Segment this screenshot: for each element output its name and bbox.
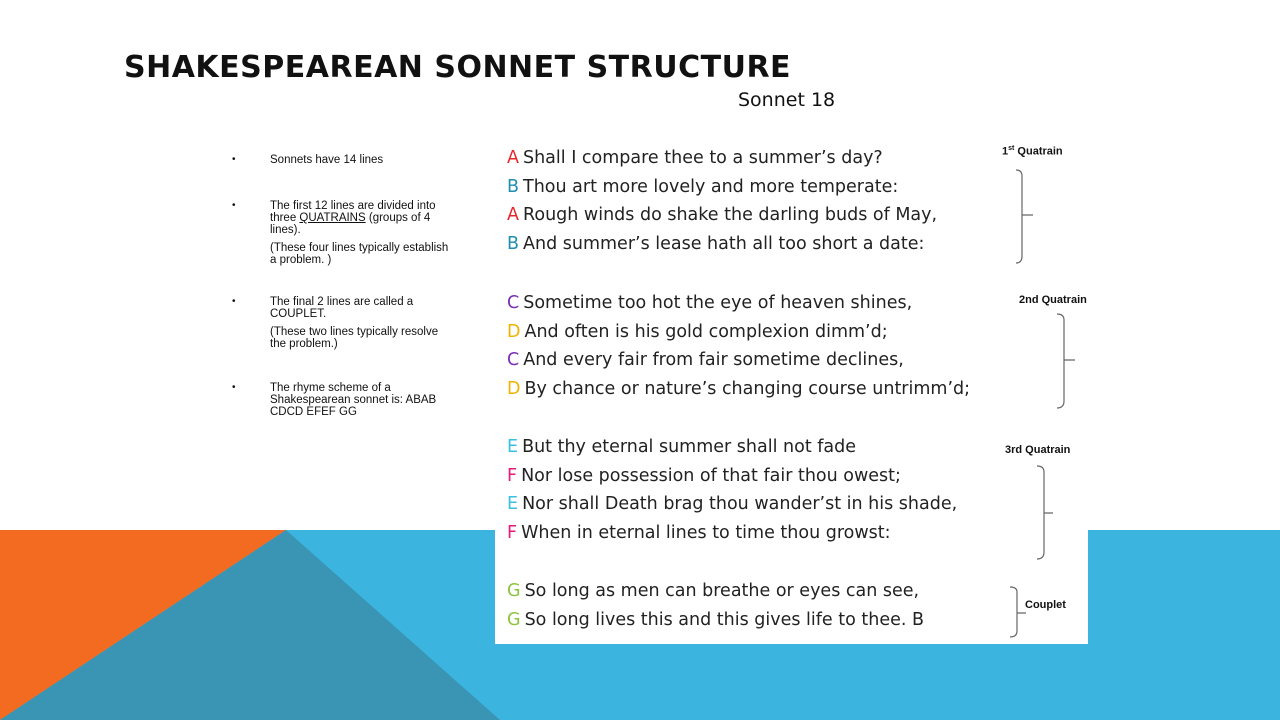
poem-line (507, 523, 891, 543)
poem-line (507, 350, 904, 370)
slide-title: SHAKESPEAREAN SONNET STRUCTURE (124, 50, 792, 85)
bullet-item (232, 154, 454, 166)
poem-line-text: But thy eternal summer shall not fade (522, 437, 857, 457)
poem-line-text: Nor lose possession of that fair thou owest; (521, 466, 901, 486)
poem-line (507, 205, 937, 225)
poem-line (507, 466, 901, 486)
bullet-item (232, 200, 454, 266)
bullet-note: (These four lines typically establish a problem. ) (270, 242, 449, 266)
rhyme-letter: F (507, 466, 518, 486)
rhyme-letter: D (507, 379, 521, 399)
poem-line-text: Rough winds do shake the darling buds of May, (522, 205, 938, 225)
rhyme-letter: F (507, 523, 518, 543)
couplet-label: Couplet (1025, 599, 1066, 611)
poem-line-text: Sometime too hot the eye of heaven shines, (523, 293, 913, 313)
poem-line (507, 322, 888, 342)
poem-line (507, 379, 970, 399)
poem-line-text: And summer’s lease hath all too short a date: (523, 234, 925, 254)
poem-line (507, 177, 898, 197)
poem-line-text: And every fair from fair sometime declines, (523, 350, 904, 370)
poem-line-text: Shall I compare thee to a summer’s day? (522, 148, 883, 168)
rhyme-letter: C (507, 350, 520, 370)
quatrain-1-label: 1st Quatrain (1002, 145, 1063, 158)
bullet-item (232, 296, 454, 350)
poem-line-text: And often is his gold complexion dimm’d; (524, 322, 888, 342)
poem-line-text: So long as men can breathe or eyes can see, (524, 581, 920, 601)
poem-line (507, 494, 957, 514)
rhyme-letter: E (507, 494, 519, 514)
bullet-note: (These two lines typically resolve the problem.) (270, 326, 439, 350)
rhyme-letter: A (507, 148, 519, 168)
rhyme-letter: C (507, 293, 520, 313)
bullet-list (232, 154, 454, 418)
quatrains-term: QUATRAINS (299, 212, 366, 224)
poem-line-text: When in eternal lines to time thou growst: (521, 523, 891, 543)
rhyme-letter: A (507, 205, 519, 225)
rhyme-letter: E (507, 437, 519, 457)
poem-line-text: Thou art more lovely and more temperate: (523, 177, 899, 197)
rhyme-letter: B (507, 177, 520, 197)
bullet-item (232, 382, 454, 418)
rhyme-letter: D (507, 322, 521, 342)
bullet-text: • The first 12 lines are divided into three QUATRAINS (groups of 4 lines). (270, 200, 436, 236)
quatrain-3-label: 3rd Quatrain (1005, 444, 1071, 456)
poem-line-text: Nor shall Death brag thou wander’st in his shade, (522, 494, 958, 514)
poem-line-text: By chance or nature’s changing course untrimm’d; (524, 379, 971, 399)
bullet-text: • The rhyme scheme of a Shakespearean sonnet is: ABAB CDCD EFEF GG (270, 382, 437, 418)
slide-subtitle: Sonnet 18 (738, 89, 836, 111)
bullet-text: • Sonnets have 14 lines (270, 154, 384, 166)
quatrain-2-label: 2nd Quatrain (1019, 294, 1087, 306)
rhyme-letter: G (507, 610, 521, 630)
rhyme-letter: B (507, 234, 520, 254)
poem-line (507, 581, 919, 601)
poem-line (507, 234, 924, 254)
poem-line (507, 148, 883, 168)
poem-line (507, 293, 912, 313)
poem-line (507, 610, 924, 630)
poem-line (507, 437, 856, 457)
bullet-text: • The final 2 lines are called a COUPLET. (270, 296, 414, 320)
rhyme-letter: G (507, 581, 521, 601)
poem-line-text: So long lives this and this gives life to thee. B (524, 610, 925, 630)
